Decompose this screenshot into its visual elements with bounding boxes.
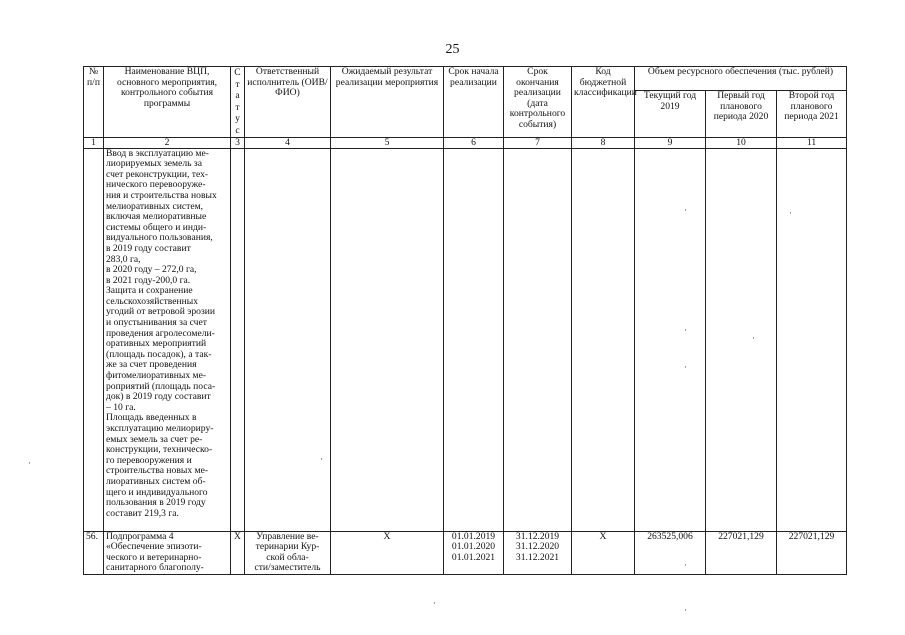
row-code: X bbox=[572, 531, 635, 574]
description-line: системы общего и инди- bbox=[106, 221, 207, 233]
description-line: мелиоративных систем, bbox=[106, 200, 204, 212]
colnum: 5 bbox=[331, 137, 444, 148]
header-status bbox=[231, 67, 245, 138]
responsible-line: Управление ве- bbox=[256, 530, 319, 542]
description-line: – 10 га. bbox=[106, 401, 136, 413]
responsible-line: теринарии Кур- bbox=[255, 541, 320, 553]
end-date: 31.12.2021 bbox=[515, 551, 560, 563]
description-line: в 2019 году составит bbox=[106, 242, 191, 254]
scan-speck: · bbox=[684, 205, 687, 215]
scan-speck: · bbox=[320, 454, 323, 464]
description-line: 283,0 га, bbox=[106, 253, 141, 265]
description-line: же за счет проведения bbox=[106, 359, 197, 371]
responsible-line: сти/заместитель bbox=[254, 562, 321, 574]
name-line: санитарного благополу- bbox=[106, 562, 204, 574]
description-line: го перевооружения и bbox=[106, 454, 192, 466]
description-line: роприятий (площадь поса- bbox=[106, 380, 216, 392]
header-num: № п/п bbox=[84, 67, 104, 138]
name-line: «Обеспечение эпизоти- bbox=[106, 541, 202, 553]
description-line: лиорируемых земель за bbox=[106, 158, 202, 170]
description-line: проведения агролесомели- bbox=[106, 327, 215, 339]
description-line: эксплуатацию мелиориру- bbox=[106, 423, 214, 434]
description-line: Защита и сохранение bbox=[106, 285, 193, 297]
colnum: 11 bbox=[777, 137, 847, 148]
end-date: 31.12.2020 bbox=[515, 541, 560, 553]
colnum: 4 bbox=[245, 137, 331, 148]
start-date: 01.01.2019 bbox=[451, 530, 496, 542]
header-resources: Объем ресурсного обеспечения (тыс. рублей) bbox=[635, 67, 847, 91]
description-line: в 2020 году – 272,0 га, bbox=[106, 264, 197, 276]
header-start-date: Срок начала реализации bbox=[444, 67, 504, 138]
header-name: Наименование ВЦП, основного мероприятия, контрольного события программы bbox=[104, 67, 231, 138]
header-budget-code: Код бюджетной классификации bbox=[572, 67, 635, 138]
description-line: лиоративных систем об- bbox=[106, 475, 206, 487]
header-responsible: Ответственный исполнитель (ОИВ/ФИО) bbox=[245, 67, 331, 138]
responsible-line: ской обла- bbox=[266, 551, 309, 563]
description-line: пользования в 2019 году bbox=[106, 497, 206, 509]
description-line: фитомелиоративных ме- bbox=[106, 370, 207, 382]
description-line: угодий от ветровой эрозии bbox=[106, 306, 216, 318]
description-line: док) в 2019 году составит bbox=[106, 391, 211, 403]
description-line: емых земель за счет ре- bbox=[106, 433, 203, 445]
status-letter: а bbox=[235, 90, 240, 102]
status-letter: у bbox=[235, 113, 240, 125]
header-vol-2019: Текущий год 2019 bbox=[635, 91, 706, 137]
row-vol-2019: 263525,006 bbox=[635, 531, 706, 574]
colnum: 7 bbox=[504, 137, 572, 148]
colnum: 3 bbox=[231, 137, 245, 148]
status-letter: с bbox=[235, 124, 240, 136]
row-start-dates bbox=[444, 531, 504, 574]
scan-speck: · bbox=[752, 333, 755, 343]
colnum: 10 bbox=[706, 137, 777, 148]
row-description bbox=[104, 148, 231, 531]
description-line: щего и индивидуального bbox=[106, 486, 208, 498]
description-line: ния и строительства новых bbox=[106, 189, 217, 201]
row-num: 56. bbox=[84, 531, 104, 574]
scan-speck: · bbox=[433, 598, 436, 608]
status-letter: т bbox=[235, 78, 240, 90]
colnum: 8 bbox=[572, 137, 635, 148]
description-line: видуального пользования, bbox=[106, 232, 213, 244]
description-line: конструкции, техническо- bbox=[106, 444, 213, 456]
start-date: 01.01.2021 bbox=[451, 551, 496, 563]
row-vol-2021: 227021,129 bbox=[777, 531, 847, 574]
description-line: оративных мероприятий bbox=[106, 338, 207, 350]
status-letter: т bbox=[235, 101, 240, 113]
description-line: включая мелиоративные bbox=[106, 211, 207, 223]
scan-speck: · bbox=[684, 605, 687, 615]
column-number-row bbox=[84, 137, 847, 148]
description-line: нического перевооруже- bbox=[106, 179, 206, 191]
header-end-date: Срок окончания реализации (дата контрольного события) bbox=[504, 67, 572, 138]
row-result: X bbox=[331, 531, 444, 574]
header-row bbox=[84, 67, 847, 91]
row-status: X bbox=[231, 531, 245, 574]
description-line: в 2021 году-200,0 га. bbox=[106, 274, 191, 286]
row-responsible bbox=[245, 531, 331, 574]
header-expected-result: Ожидаемый результат реализации мероприятия bbox=[331, 67, 444, 138]
end-date: 31.12.2019 bbox=[515, 530, 560, 542]
name-line: ческого и ветеринарно- bbox=[106, 551, 202, 563]
description-line: составит 219,3 га. bbox=[106, 507, 179, 519]
colnum: 6 bbox=[444, 137, 504, 148]
scan-speck: · bbox=[684, 325, 687, 335]
scan-speck: · bbox=[789, 208, 792, 218]
colnum: 1 bbox=[84, 137, 104, 148]
row-name bbox=[104, 531, 231, 574]
header-vol-2021: Второй год планового периода 2021 bbox=[777, 91, 847, 137]
table-row-56 bbox=[84, 531, 847, 574]
description-line: Площадь введенных в bbox=[106, 412, 197, 424]
colnum: 9 bbox=[635, 137, 706, 148]
name-line: Подпрограмма 4 bbox=[106, 530, 174, 542]
description-line: строительства новых ме- bbox=[106, 465, 209, 477]
row-vol-2020: 227021,129 bbox=[706, 531, 777, 574]
status-letter: С bbox=[234, 67, 241, 78]
scan-speck: · bbox=[684, 560, 687, 570]
start-date: 01.01.2020 bbox=[451, 541, 496, 553]
description-line: и опустынивания за счет bbox=[106, 317, 207, 329]
description-line: Ввод в эксплуатацию ме- bbox=[106, 147, 209, 159]
page-number: 25 bbox=[445, 42, 460, 57]
header-vol-2020: Первый год планового периода 2020 bbox=[706, 91, 777, 137]
table-row-continued bbox=[84, 148, 847, 531]
description-line: сельскохозяйственных bbox=[106, 295, 199, 307]
scan-speck: · bbox=[28, 458, 31, 468]
description-line: счет реконструкции, тех- bbox=[106, 168, 209, 180]
program-table bbox=[83, 66, 847, 575]
scan-speck: · bbox=[684, 362, 687, 372]
colnum: 2 bbox=[104, 137, 231, 148]
description-line: (площадь посадок), а так- bbox=[106, 348, 212, 360]
row-end-dates bbox=[504, 531, 572, 574]
